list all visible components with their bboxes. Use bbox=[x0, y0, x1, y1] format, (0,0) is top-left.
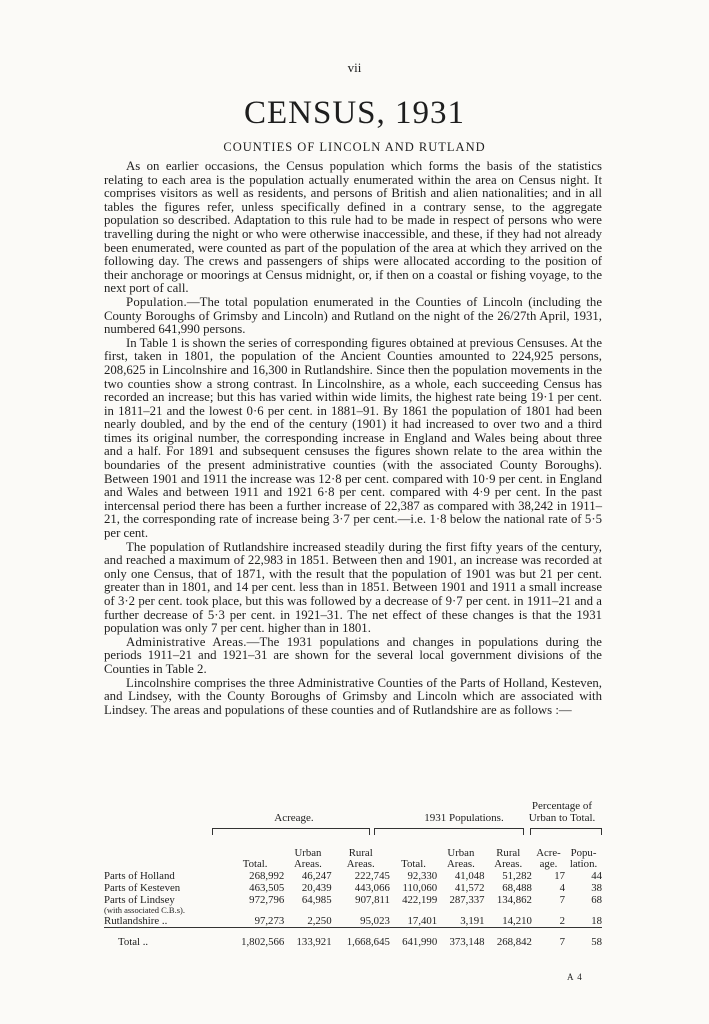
table-cell: 7 bbox=[559, 894, 566, 906]
table-cell: 44 bbox=[591, 870, 602, 882]
table-cell: 268,842 bbox=[485, 928, 532, 949]
brace-acreage bbox=[212, 828, 370, 835]
table-header-cell: Areas. bbox=[293, 858, 322, 870]
table-cell: 68 bbox=[591, 894, 602, 906]
paragraph-admin-areas-text: —The 1931 populations and changes in populations during the periods 1911–21 and 1921–31 are shown for the several local government divisions of the Counties in Table 2. bbox=[104, 634, 602, 676]
table-header-cell: lation. bbox=[569, 858, 598, 870]
table-cell: 222,745 bbox=[354, 870, 390, 882]
table-cell: 58 bbox=[565, 928, 602, 949]
table-header-cell: Areas. bbox=[446, 858, 475, 870]
table-cell: 17,401 bbox=[407, 915, 438, 927]
table-cell: 443,066 bbox=[354, 882, 390, 894]
table-cell: 95,023 bbox=[360, 915, 390, 927]
table-cell: 422,199 bbox=[402, 894, 438, 906]
paragraph-rutland: The population of Rutlandshire increased steadily during the first fifty years of the century, and reached a maximum of 22,983 in 1851. Between then and 1901, an increase was recorded at only one Census, that of 1871, with the result that the population of 1901 was but 21 per cent. greater than in 1801, and 14 per cent. less than in 1851. Between 1901 and 1911 a small increase of 3·2 per cent. took place, but this was followed by a decrease of 9·7 per cent. in 1911–21 and a further decrease of 5·3 per cent. in 1921–31. The net effect of these changes is that the 1931 population was only 7 per cent. higher than in 1801. bbox=[104, 539, 602, 636]
brace-populations bbox=[374, 828, 524, 835]
body-text bbox=[104, 160, 602, 717]
group-header-acreage: Acreage. bbox=[274, 812, 314, 824]
areas-data-table bbox=[104, 848, 602, 948]
lindsey-note: (with associated C.B.s). bbox=[104, 905, 185, 915]
table-header-cell: Acre- bbox=[536, 847, 561, 859]
table-cell: 373,148 bbox=[437, 928, 484, 949]
table-cell: Parts of Holland bbox=[104, 870, 175, 882]
run-in-heading-population: Population. bbox=[126, 294, 187, 309]
table-header-cell: age. bbox=[539, 858, 558, 870]
table-cell: 463,505 bbox=[249, 882, 285, 894]
table-cell: 907,811 bbox=[355, 894, 390, 906]
table-cell: 41,572 bbox=[454, 882, 485, 894]
table-header-row-2 bbox=[104, 859, 602, 870]
paragraph-table-1: In Table 1 is shown the series of corresponding figures obtained at previous Censuses. At the first, taken in 1801, the population of the Ancient Counties amounted to 224,925 persons, 208,625 in Lincolnshire and 16,300 in Rutlandshire. Since then the population movements in the two counties show a strong contrast. In Lincolnshire, as a whole, each succeeding Census has recorded an increase; but this has varied within wide limits, the highest rate being 19·1 per cent. in 1811–21 and the lowest 0·6 per cent. in 1881–91. By 1861 the population of 1801 had been nearly doubled, and by the end of the century (1901) it had increased to over two and a third times its original number, the corresponding increase in England and Wales being about three and a half. For 1891 and subsequent censuses the figures shown relate to the area within the boundaries of the present administrative counties (with the associated County Boroughs). Between 1901 and 1911 the increase was 12·8 per cent. compared with 10·9 per cent. in England and Wales and between 1911 and 1921 6·8 per cent. compared with 4·9 per cent. In the past intercensal period there has been a further increase of 22,387 as compared with 38,242 in 1911–21, the corresponding rate of increase being 3·7 per cent.—i.e. 1·8 below the national rate of 5·5 per cent. bbox=[104, 335, 602, 541]
table-header-cell: Total. bbox=[242, 858, 268, 870]
paragraph-admin-areas bbox=[104, 636, 602, 677]
table-cell: 68,488 bbox=[502, 882, 532, 894]
table-row-total bbox=[104, 928, 602, 949]
table-cell: Parts of Kesteven bbox=[104, 882, 181, 894]
table-header-cell bbox=[104, 848, 226, 859]
table-row-kesteven bbox=[104, 882, 602, 894]
table-cell: 641,990 bbox=[390, 928, 437, 949]
table-cell: 1,668,645 bbox=[332, 928, 390, 949]
page-number: vii bbox=[347, 60, 362, 75]
table-header-cell: Rural bbox=[348, 847, 373, 859]
paragraph-enumeration: As on earlier occasions, the Census population which forms the basis of the statistics relating to each area is the population actually enumerated within the area on Census night. It comprises visitors as well as residents, and persons of British and alien nationalities; and in all tables the figures refer, unless specifically defined in a contrary sense, to the aggregate population so described. Adaptation to this rule had to be made in respect of persons who were travelling during the night or who were otherwise inaccessible, and these, if they had not already been enumerated, were counted as part of the population of the area at which they arrived on the following day. The crews and passengers of ships were allocated according to the position of their anchorage or moorings at Census midnight, or, if then on a coastal or fishing voyage, to the next port of call. bbox=[104, 159, 602, 296]
table-cell: 7 bbox=[532, 928, 565, 949]
page-title: CENSUS, 1931 bbox=[243, 95, 466, 131]
table-header-cell bbox=[104, 859, 226, 870]
table-cell: 41,048 bbox=[454, 870, 485, 882]
table-cell: 110,060 bbox=[402, 882, 438, 894]
table-cell: 46,247 bbox=[301, 870, 332, 882]
table-cell: 134,862 bbox=[496, 894, 532, 906]
table-cell: 1,802,566 bbox=[226, 928, 284, 949]
table-cell: Total .. bbox=[104, 928, 226, 949]
table-cell: Parts of Lindsey bbox=[104, 894, 175, 906]
table-cell: 4 bbox=[559, 882, 566, 894]
table-cell: 133,921 bbox=[284, 928, 331, 949]
table-cell: 3,191 bbox=[460, 915, 485, 927]
table-cell: 92,330 bbox=[407, 870, 438, 882]
table-header-cell: Areas. bbox=[494, 858, 523, 870]
group-header-percentage-1: Percentage of bbox=[531, 800, 593, 812]
table-header-cell: Total. bbox=[401, 858, 426, 870]
group-header-populations: 1931 Populations. bbox=[424, 812, 504, 824]
table-header-cell: Popu- bbox=[570, 847, 597, 859]
signature-mark: A 4 bbox=[567, 972, 583, 982]
table-row-lindsey-note bbox=[104, 906, 602, 915]
table-cell: 14,210 bbox=[502, 915, 532, 927]
table-header-cell: Areas. bbox=[346, 858, 375, 870]
table-header-cell: Urban bbox=[447, 847, 475, 859]
brace-percentage bbox=[530, 828, 602, 835]
table-cell: 64,985 bbox=[301, 894, 332, 906]
page-subtitle: COUNTIES OF LINCOLN AND RUTLAND bbox=[223, 140, 486, 154]
table-cell: 2 bbox=[559, 915, 566, 927]
paragraph-lincolnshire: Lincolnshire comprises the three Administrative Counties of the Parts of Holland, Kesteven, and Lindsey, with the County Boroughs of Grimsby and Lincoln which are associated with Lindsey. The areas and populations of these counties and of Rutlandshire are as follows :— bbox=[104, 675, 602, 717]
table-cell: 17 bbox=[554, 870, 566, 882]
table-cell: Rutlandshire .. bbox=[104, 915, 168, 927]
table-cell: 18 bbox=[591, 915, 602, 927]
table-cell: 268,992 bbox=[249, 870, 285, 882]
table-cell: 51,282 bbox=[502, 870, 532, 882]
table-cell: 2,250 bbox=[307, 915, 332, 927]
table-header-cell: Urban bbox=[294, 847, 322, 859]
paragraph-population-text: —The total population enumerated in the Counties of Lincoln (including the County Boroughs of Grimsby and Lincoln) and Rutland on the night of the 26/27th April, 1931, numbered 641,990 persons. bbox=[104, 294, 602, 337]
paragraph-population bbox=[104, 296, 602, 337]
run-in-heading-admin-areas: Administrative Areas. bbox=[126, 634, 247, 649]
table-cell: 972,796 bbox=[249, 894, 285, 906]
table-row-holland bbox=[104, 870, 602, 882]
table-header-cell: Rural bbox=[496, 847, 521, 859]
table-cell: 38 bbox=[591, 882, 602, 894]
group-header-percentage-2: Urban to Total. bbox=[528, 812, 596, 824]
table-cell: 287,337 bbox=[449, 894, 485, 906]
table-cell: 20,439 bbox=[301, 882, 332, 894]
table-cell: 97,273 bbox=[254, 915, 285, 927]
table-row-rutland bbox=[104, 915, 602, 928]
